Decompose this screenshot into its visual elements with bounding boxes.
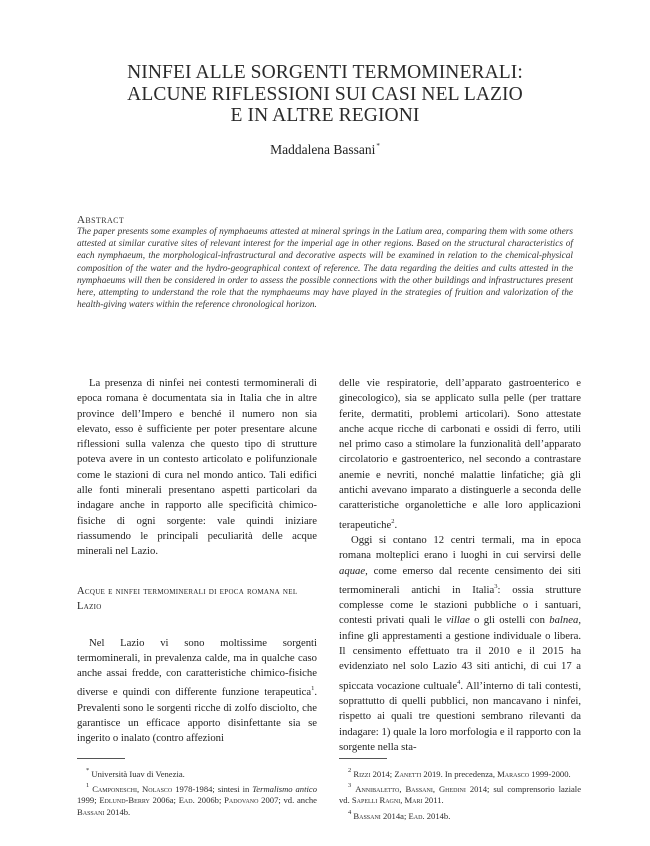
fn1-author: Camponeschi, Nolasco <box>92 784 173 795</box>
fn1-text-d: 1999; <box>77 795 100 806</box>
fn2-text-d: 2019. In precedenza, <box>421 769 498 779</box>
fn1-text-h: 2006b; <box>194 795 225 806</box>
left-column <box>77 376 317 747</box>
author-line <box>0 142 650 158</box>
footnote-3-mark: 3 <box>348 782 352 790</box>
fn1-title: Termalismo antico <box>252 784 317 795</box>
footnote-4 <box>339 807 581 822</box>
text-a: Oggi si contano 12 centri termali, ma in epoca romana molteplici erano i luoghi in cui servirsi delle <box>339 533 581 562</box>
footnotes-right <box>339 765 581 822</box>
text-e: , infine gli apprestamenti a gestione individuale o libera. Il censimento effettuato tra il 2010 e il 2015 ha evidenziato nel solo Lazio 43 siti antichi, di cui 17 a spiccata vocazione cultuale <box>339 614 581 692</box>
abstract-heading: Abstract <box>77 214 125 226</box>
fn2-author-3: Marasco <box>497 769 530 779</box>
fn3-authors: Annibaletto, Bassani, Ghedini <box>355 784 466 795</box>
footnote-ref-4[interactable]: 4 <box>457 678 461 686</box>
paragraph-lazio-text: Nel Lazio vi sono moltissime sorgenti termominerali, in prevalenza calde, ma in qualche caso anche assai fredde, con caratteristiche chimico-fisiche diverse e quindi con differente funzione terapeutica <box>77 636 317 699</box>
paper-title <box>0 62 650 127</box>
paragraph-continued <box>339 376 581 533</box>
period: . <box>394 518 398 531</box>
fn4-text-b: 2014a; <box>380 810 409 821</box>
fn2-author-2: Zanetti <box>394 769 422 779</box>
author-name: Maddalena Bassani <box>270 142 376 157</box>
footnote-ref-2[interactable]: 2 <box>391 517 395 525</box>
fn1-text-l: 2014b. <box>104 806 131 817</box>
fn4-ead: Ead. <box>408 810 425 821</box>
fn1-author-2: Edlund-Berry <box>99 795 150 806</box>
paragraph-centri <box>339 533 581 755</box>
fn4-text-d: 2014b. <box>424 810 451 821</box>
fn1-author-4: Bassani <box>77 806 105 817</box>
footnote-star <box>77 765 317 780</box>
footnote-ref-1[interactable]: 1 <box>311 685 315 693</box>
footnote-ref-3[interactable]: 3 <box>494 582 498 590</box>
title-line-3: E IN ALTRE REGIONI <box>230 105 420 126</box>
footnote-rule-right <box>339 758 387 759</box>
footnote-2 <box>339 765 581 780</box>
term-villae: villae <box>446 614 470 627</box>
fn1-text-b: 1978-1984; sintesi in <box>172 784 253 795</box>
footnotes-left <box>77 765 317 818</box>
fn1-ead: Ead. <box>178 795 195 806</box>
fn2-author: Rizzi <box>353 769 371 779</box>
fn1-text-j: 2007; vd. anche <box>258 795 317 806</box>
fn2-text-b: 2014; <box>370 769 395 779</box>
term-balnea: balnea <box>549 614 579 627</box>
footnote-1-mark: 1 <box>86 782 90 790</box>
fn2-text-f: 1999-2000. <box>529 769 571 779</box>
fn1-text-f: 2006a; <box>149 795 179 806</box>
author-footnote-mark: * <box>376 142 380 150</box>
term-aquae: aquae <box>339 564 366 577</box>
footnote-rule-left <box>77 758 125 759</box>
paragraph-continued-text: delle vie respiratorie, dell’apparato gastroenterico e ginecologico), sia se applicato sulla pelle (per trattare ferite, dermatiti, problemi articolari). Sono attestate anche acque ricche di carbonati e ossidi di ferro, utili nel primo caso a stimolare la funzionalità dell’apparato circolatorio e gastroenterico, nel secondo a contrastare anemie e nevriti, nonché malattie linfatiche; già gli antichi avevano imparato a distinguerle a seconda delle caratteristiche organolettiche e alle loro applicazioni terapeutiche <box>339 377 581 531</box>
footnote-4-mark: 4 <box>348 808 352 816</box>
text-d: o gli ostelli con <box>469 614 550 627</box>
fn3-authors-2: Sapelli Ragni, Mari <box>351 795 423 806</box>
footnote-2-mark: 2 <box>348 767 352 774</box>
paragraph-lazio <box>77 636 317 747</box>
footnote-1 <box>77 780 317 818</box>
title-line-2: ALCUNE RIFLESSIONI SUI CASI NEL LAZIO <box>127 83 523 105</box>
fn1-author-3: Padovano <box>224 795 259 806</box>
text-b: , come emerso dal recente censimento dei siti termominerali antichi in Italia <box>339 564 581 596</box>
paragraph-intro: La presenza di ninfei nei contesti termominerali di epoca romana è documentata sia in Italia che in altre province dell’Impero e benché il numero non sia elevato, esso è sufficiente per poter presentare alcune riflessioni sulla valenza che questo tipo di strutture poteva avere in un contesto articolato e polifunzionale come le stazioni di cura nel mondo antico. Tali edifici alle fonti minerali presentano aspetti particolari da indagare anche in rapporto alle specificità chimico-fisiche di ogni sorgente: vale quindi iniziare riassumendo le principali peculiarità delle acque minerali nel Lazio. <box>77 377 317 558</box>
text-c: : ossia strutture complesse come le stazioni pubbliche o i santuari, contesti privati quali le <box>339 583 582 627</box>
footnote-star-text: Università Iuav di Venezia. <box>91 769 185 779</box>
abstract-text: The paper presents some examples of nymphaeums attested at mineral springs in the Latium area, comparing them with some others attested at similar curative sites of relevant interest for the imperial age in other regions. Based on the structural characteristics of each nymphaeum, the morphological-infrastructural and decorative aspects will be examined in relation to the chemical-physical composition of the water and the hydro-geographical context of reference. The data regarding the deities and cults attested in the nymphaeums will then be considered in order to assess the possible connections with the other buildings and infrastructures present here, attempting to understand the role that the nymphaeums may have played in the strategies of fruition and valorization of the health-giving waters within the reference chronological horizon. <box>77 227 573 311</box>
fn4-author: Bassani <box>353 810 381 821</box>
footnote-3 <box>339 780 581 806</box>
text-f: . All’interno di tali contesti, soprattutto di quelli pubblici, non mancavano i ninfei, rispetto ai quali tre questioni sembrano rilevanti da indagare: 1) quale la loro morfologia e il rapporto con la sorgente nella sta- <box>339 679 581 753</box>
title-line-1: NINFEI ALLE SORGENTI TERMOMINERALI: <box>127 62 523 83</box>
paragraph-lazio-rest: . Prevalenti sono le sorgenti ricche di zolfo disciolto, che garantisce un efficace apporto disinfettante sia se ingerito o inalato (contro affezioni <box>77 686 317 745</box>
fn3-text-d: 2011. <box>422 795 444 806</box>
right-column <box>339 376 581 755</box>
section-heading: Acque e ninfei termominerali di epoca romana nel Lazio <box>77 585 298 612</box>
footnote-star-mark: * <box>86 767 90 774</box>
fn3-text-b: 2014; sul comprensorio laziale vd. <box>339 784 582 806</box>
